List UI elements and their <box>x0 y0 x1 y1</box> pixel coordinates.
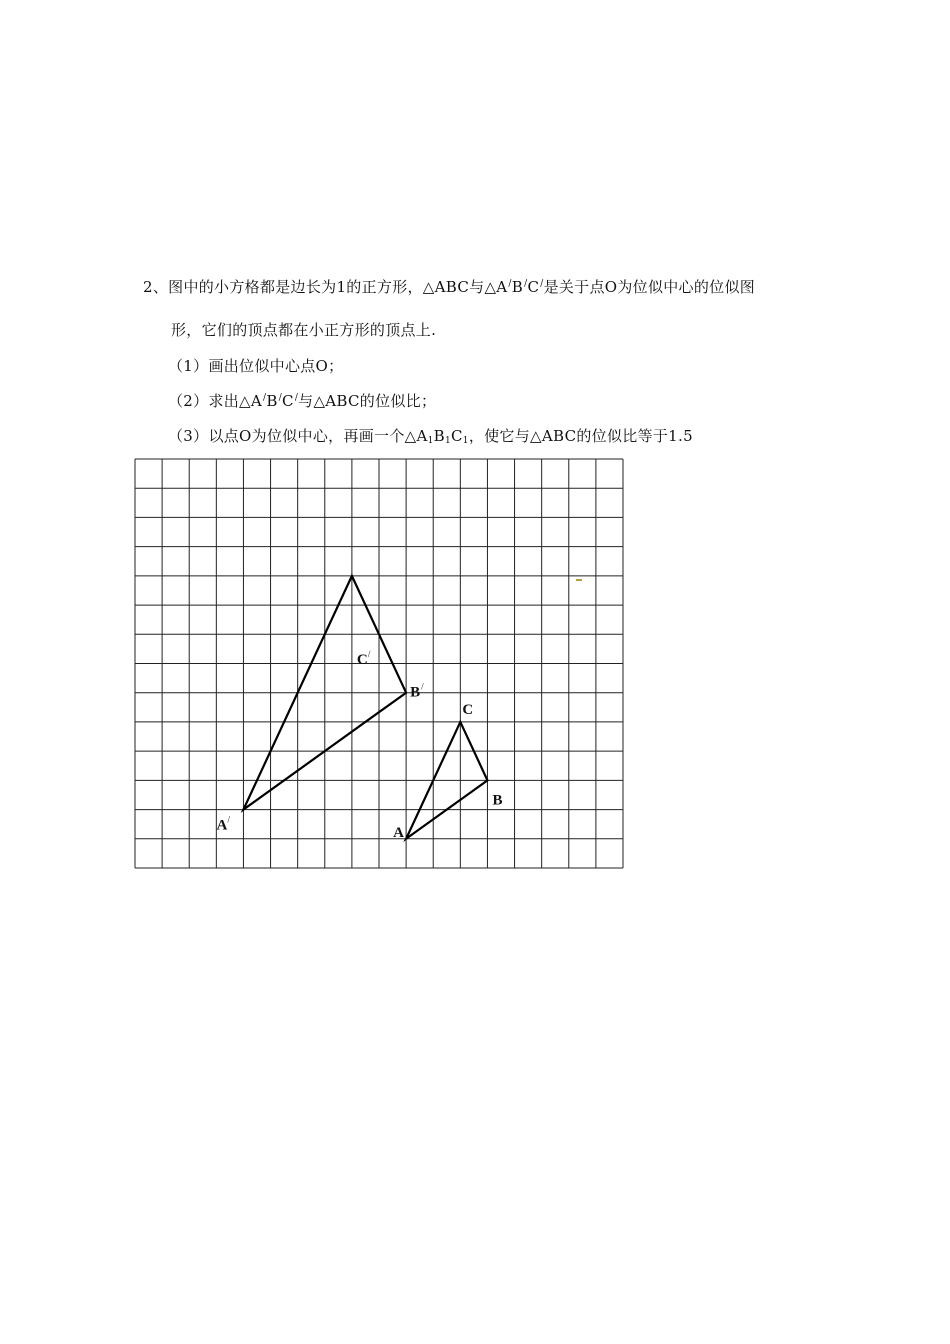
vertex-label-b: B <box>492 792 503 809</box>
part2-text-d: 与△ABC的位似比； <box>298 392 437 410</box>
question-part-1: （1）画出位似中心点O； <box>168 357 344 375</box>
vertex-prime-mark: / <box>367 648 371 659</box>
question-text-c: C <box>527 278 540 296</box>
prime-mark: / <box>524 279 528 289</box>
part3-text-c: C <box>451 427 463 445</box>
part3-text-a: （3）以点O为位似中心，再画一个△A <box>168 427 428 445</box>
question-line-2: 形，它们的顶点都在小正方形的顶点上. <box>171 321 437 339</box>
prime-mark: / <box>278 393 283 403</box>
subscript-1: 1 <box>444 436 452 446</box>
question-number: 2、 <box>143 278 169 296</box>
vertex-labels <box>216 649 502 841</box>
triangles <box>243 576 487 839</box>
vertex-label-c: C <box>462 701 474 718</box>
question-text-b: B <box>511 278 524 296</box>
stray-mark <box>576 579 582 581</box>
part3-text-d: ，使它与△ABC的位似比等于1.5 <box>468 427 693 445</box>
square-grid <box>135 459 623 868</box>
prime-mark: / <box>508 279 512 289</box>
part3-text-b: B <box>433 427 445 445</box>
vertex-prime-mark: / <box>421 681 424 692</box>
question-text-d: 是关于点O为位似中心的位似图 <box>543 278 756 296</box>
prime-mark: / <box>263 393 267 403</box>
vertex-label-b-prime: B <box>410 684 421 701</box>
question-text-a: 图中的小方格都是边长为1的正方形，△ABC与△A <box>168 278 508 296</box>
part2-text-a: （2）求出△A <box>168 392 263 410</box>
prime-mark: / <box>294 393 299 403</box>
subscript-1: 1 <box>427 436 434 446</box>
prime-mark: / <box>540 279 544 289</box>
vertex-prime-mark: / <box>227 814 230 825</box>
vertex-label-a: A <box>393 824 404 841</box>
part2-text-b: B <box>266 392 278 410</box>
vertex-label-c-prime: C <box>356 651 368 668</box>
subscript-1: 1 <box>462 436 469 446</box>
part2-text-c: C <box>282 392 294 410</box>
vertex-label-a-prime: A <box>216 817 228 834</box>
